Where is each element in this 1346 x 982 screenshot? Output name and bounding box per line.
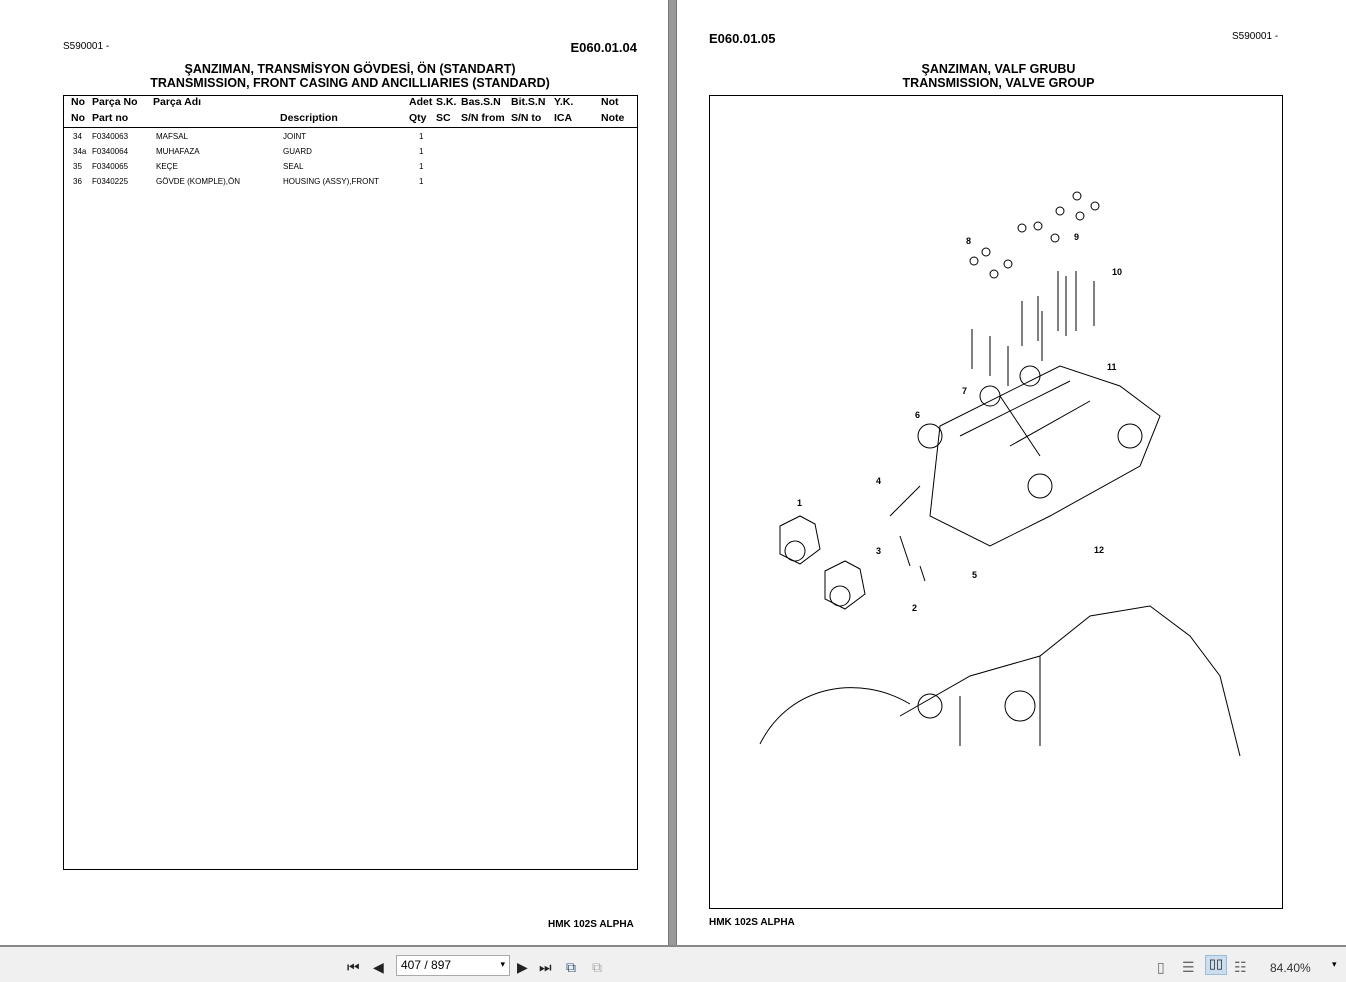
section-ref: E060.01.05 xyxy=(709,31,776,46)
valve-group-diagram xyxy=(710,96,1281,907)
last-page-button[interactable]: ⏭ xyxy=(539,959,552,975)
column-header: Not xyxy=(601,96,619,108)
cell-desc: HOUSING (ASSY),FRONT xyxy=(283,177,380,186)
left-page xyxy=(0,0,668,945)
right-page xyxy=(677,0,1346,945)
column-header: Part no xyxy=(92,112,129,124)
prev-page-button[interactable]: ◀ xyxy=(373,959,384,975)
cell-qty: 1 xyxy=(419,147,424,156)
single-page-icon[interactable]: ▯ xyxy=(1157,959,1165,975)
cell-desc: SEAL xyxy=(283,162,304,171)
page-separator xyxy=(668,0,677,945)
callout-8: 8 xyxy=(966,236,972,246)
zoom-dropdown-icon[interactable]: ▾ xyxy=(1332,959,1337,969)
zoom-level[interactable]: 84.40% xyxy=(1270,961,1311,975)
cell-part: F0340065 xyxy=(92,162,129,171)
bolts xyxy=(970,192,1099,386)
column-header: Qty xyxy=(409,112,427,124)
column-header: Bit.S.N xyxy=(511,96,546,108)
page-dropdown-icon[interactable]: ▾ xyxy=(500,959,505,969)
cell-qty: 1 xyxy=(419,132,424,141)
column-header: Bas.S.N xyxy=(461,96,501,108)
table-row xyxy=(64,162,637,174)
valve-block xyxy=(918,366,1160,546)
footer-model: HMK 102S ALPHA xyxy=(548,919,634,930)
cell-no: 34 xyxy=(73,132,82,141)
cell-no: 34a xyxy=(73,147,87,156)
cell-qty: 1 xyxy=(419,177,424,186)
column-header: Note xyxy=(601,112,625,124)
callout-10: 10 xyxy=(1112,267,1123,277)
callout-5: 5 xyxy=(972,570,978,580)
callout-12: 12 xyxy=(1094,545,1105,555)
cell-desc: JOINT xyxy=(283,132,307,141)
transmission-housing xyxy=(760,606,1240,756)
diagram-frame xyxy=(709,95,1283,909)
cell-name: GÖVDE (KOMPLE),ÖN xyxy=(156,177,241,186)
column-header: No xyxy=(71,112,85,124)
callout-9: 9 xyxy=(1074,232,1080,242)
column-header: S/N from xyxy=(461,112,505,124)
column-header: SC xyxy=(436,112,451,124)
column-header: Y.K. xyxy=(554,96,574,108)
viewer-toolbar xyxy=(0,945,1346,982)
section-ref: E060.01.04 xyxy=(570,40,637,55)
callout-6: 6 xyxy=(915,410,921,420)
table-row xyxy=(64,132,637,144)
footer-model: HMK 102S ALPHA xyxy=(709,917,795,928)
page-number-value: 407 / 897 xyxy=(401,958,452,972)
first-page-button[interactable]: ⏮ xyxy=(347,959,360,975)
title-en: TRANSMISSION, FRONT CASING AND ANCILLIARIES (STANDARD) xyxy=(150,76,550,90)
title-tr: ŞANZIMAN, VALF GRUBU xyxy=(921,62,1076,76)
cell-qty: 1 xyxy=(419,162,424,171)
column-header: Adet xyxy=(409,96,433,108)
cell-part: F0340064 xyxy=(92,147,129,156)
column-header: Parça Adı xyxy=(153,96,202,108)
cell-no: 36 xyxy=(73,177,82,186)
title-en: TRANSMISSION, VALVE GROUP xyxy=(902,76,1095,90)
table-row xyxy=(64,177,637,189)
table-row xyxy=(64,147,637,159)
callout-4: 4 xyxy=(876,476,882,486)
callout-3: 3 xyxy=(876,546,882,556)
cell-part: F0340225 xyxy=(92,177,129,186)
back-view-icon[interactable]: ⧉ xyxy=(566,959,576,975)
column-header: ICA xyxy=(554,112,573,124)
cell-name: MAFSAL xyxy=(156,132,189,141)
cell-desc: GUARD xyxy=(283,147,312,156)
cell-no: 35 xyxy=(73,162,82,171)
doc-code: S590001 - xyxy=(63,41,110,52)
column-header: Parça No xyxy=(92,96,138,108)
title-tr: ŞANZIMAN, TRANSMİSYON GÖVDESİ, ÖN (STANDART) xyxy=(184,62,516,76)
callout-2: 2 xyxy=(912,603,918,613)
callout-7: 7 xyxy=(962,386,968,396)
continuous-icon[interactable]: ☰ xyxy=(1182,959,1195,975)
doc-code: S590001 - xyxy=(1232,31,1279,42)
column-header: Description xyxy=(280,112,338,124)
next-page-button[interactable]: ▶ xyxy=(517,959,528,975)
cell-name: KEÇE xyxy=(156,162,178,171)
column-header: No xyxy=(71,96,85,108)
facing-pages-icon[interactable]: ▯▯ xyxy=(1205,955,1227,975)
page-number-input[interactable] xyxy=(396,955,510,976)
cell-name: MUHAFAZA xyxy=(156,147,200,156)
column-header: S.K. xyxy=(436,96,457,108)
continuous-facing-icon[interactable]: ☷ xyxy=(1234,959,1247,975)
column-header: S/N to xyxy=(511,112,542,124)
callout-11: 11 xyxy=(1107,362,1117,372)
callout-1: 1 xyxy=(797,498,803,508)
cell-part: F0340063 xyxy=(92,132,129,141)
parts-table xyxy=(63,95,638,870)
forward-view-icon[interactable]: ⧉ xyxy=(592,959,602,975)
